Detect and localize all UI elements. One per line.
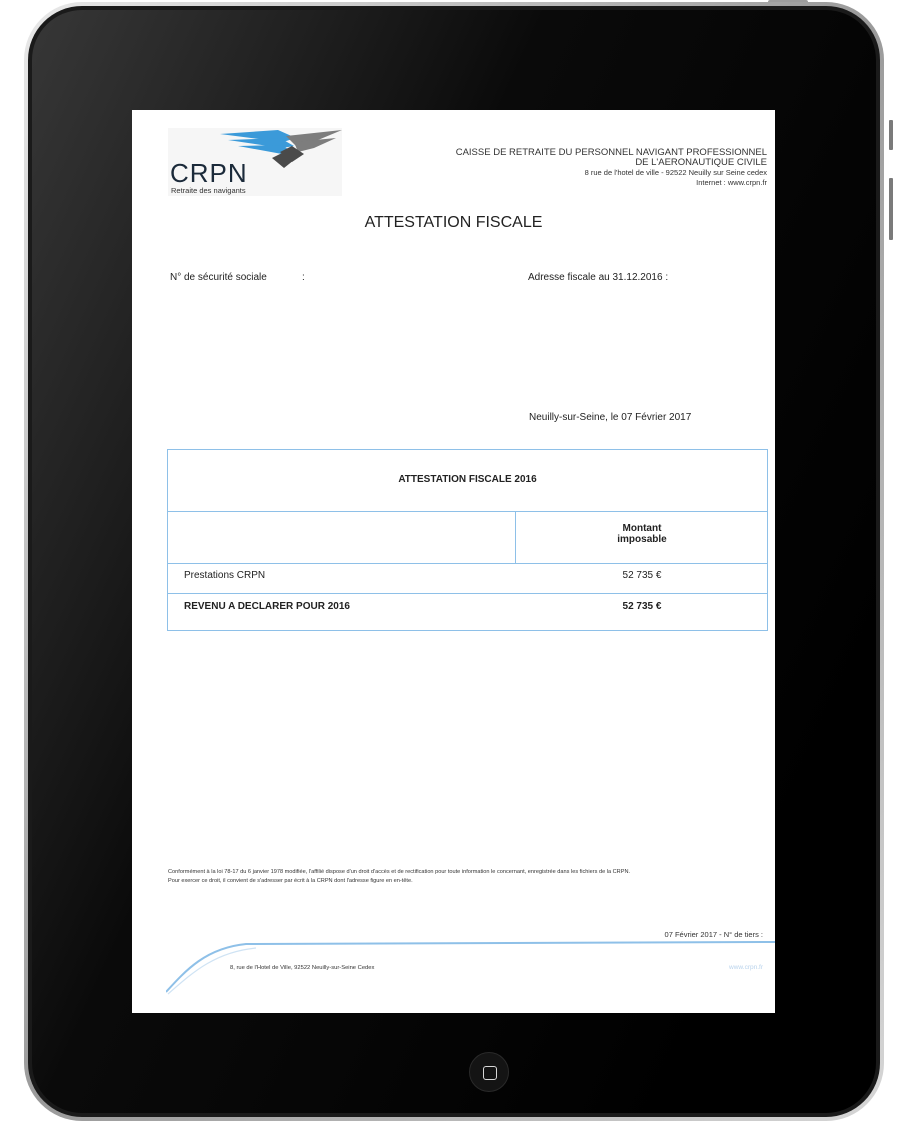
document-title: ATTESTATION FISCALE <box>364 214 543 231</box>
org-name-line2: DE L'AERONAUTIQUE CIVILE <box>635 157 767 168</box>
place-date: Neuilly-sur-Seine, le 07 Février 2017 <box>529 412 692 423</box>
home-button[interactable] <box>469 1052 509 1092</box>
crpn-logo <box>168 128 342 196</box>
screen-document <box>132 110 775 1013</box>
org-name-line1: CAISSE DE RETRAITE DU PERSONNEL NAVIGANT PROFESSIONNEL <box>455 147 767 158</box>
footer-website-link[interactable]: www.crpn.fr <box>729 964 763 971</box>
footer-date-reference: 07 Février 2017 - N° de tiers : <box>664 930 763 939</box>
column-header-amount <box>516 523 768 545</box>
table-divider <box>168 563 767 564</box>
home-square-icon <box>483 1066 497 1080</box>
ssn-label: N° de sécurité sociale <box>170 272 267 283</box>
column-header-line2: imposable <box>617 534 667 545</box>
row-label-total: REVENU A DECLARER POUR 2016 <box>184 601 350 612</box>
legal-notice <box>168 868 768 886</box>
logo-tagline: Retraite des navigants <box>171 186 246 195</box>
fiscal-table <box>167 449 768 631</box>
ssn-colon: : <box>302 272 305 283</box>
org-address: 8 rue de l'hotel de ville - 92522 Neuilly sur Seine cedex <box>584 168 767 177</box>
logo-wordmark: CRPN <box>170 158 248 188</box>
fiscal-address-label: Adresse fiscale au 31.12.2016 : <box>528 272 669 283</box>
table-title: ATTESTATION FISCALE 2016 <box>398 474 537 485</box>
row-label-prestations: Prestations CRPN <box>184 570 266 581</box>
row-value-prestations: 52 735 € <box>622 570 662 581</box>
footer-address: 8, rue de l'Hotel de Ville, 92522 Neuilly-sur-Seine Cedex <box>230 965 375 971</box>
org-website: Internet : www.crpn.fr <box>696 178 767 187</box>
row-value-total: 52 735 € <box>622 601 662 612</box>
legal-line1: Conformément à la loi 78-17 du 6 janvier 1978 modifiée, l'affilié dispose d'un droit d'accès et de rectification pour toute information le concernant, enregistrée dans les fichiers de la CRPN. <box>168 869 631 875</box>
table-divider <box>168 511 767 512</box>
legal-line2: Pour exercer ce droit, il convient de s'adresser par écrit à la CRPN dont l'adresse figure en en-tête. <box>168 878 413 884</box>
table-divider <box>168 593 767 594</box>
column-header-line1: Montant <box>622 523 662 534</box>
organisation-header <box>456 148 767 188</box>
